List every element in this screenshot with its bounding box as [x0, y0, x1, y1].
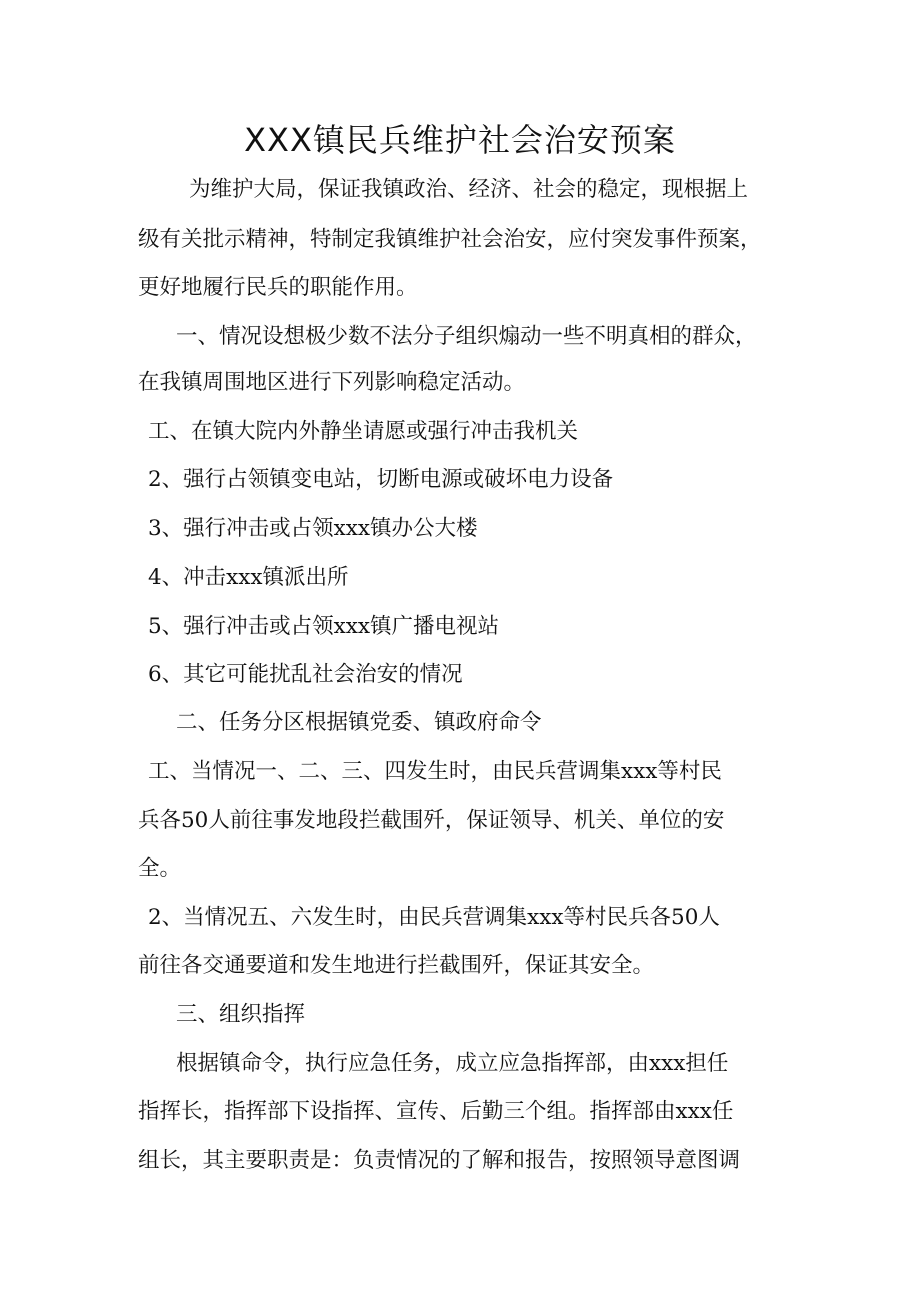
section-heading-3: 三、组织指挥 [176, 1002, 306, 1027]
document-title: XXX镇民兵维护社会治安预案 [244, 121, 676, 159]
list-item: 2、强行占领镇变电站，切断电源或破坏电力设备 [148, 467, 614, 492]
paragraph-line: 前往各交通要道和发生地进行拦截围歼，保证其安全。 [138, 953, 655, 978]
list-item: 5、强行冲击或占领xxx镇广播电视站 [148, 614, 500, 639]
list-item: 6、其它可能扰乱社会治安的情况 [148, 662, 463, 687]
paragraph-line: 兵各50人前往事发地段拦截围歼，保证领导、机关、单位的安 [138, 808, 725, 833]
list-item: 工、当情况一、二、三、四发生时，由民兵营调集xxx等村民 [148, 759, 722, 784]
paragraph-line: 指挥长，指挥部下设指挥、宣传、后勤三个组。指挥部由xxx任 [138, 1099, 734, 1124]
list-item: 2、当情况五、六发生时，由民兵营调集xxx等村民兵各50人 [148, 905, 720, 930]
list-item: 3、强行冲击或占领xxx镇办公大楼 [148, 516, 478, 541]
paragraph-line: 在我镇周围地区进行下列影响稳定活动。 [138, 370, 526, 395]
paragraph-line: 级有关批示精神，特制定我镇维护社会治安，应付突发事件预案， [138, 227, 762, 252]
paragraph-line: 更好地履行民兵的职能作用。 [138, 275, 418, 300]
paragraph-line: 全。 [138, 856, 182, 881]
section-heading-2: 二、任务分区根据镇党委、镇政府命令 [176, 710, 542, 735]
paragraph-line: 为维护大局，保证我镇政治、经济、社会的稳定，现根据上 [189, 177, 749, 202]
list-item: 4、冲击xxx镇派出所 [148, 565, 349, 590]
paragraph-line: 根据镇命令，执行应急任务，成立应急指挥部，由xxx担任 [176, 1051, 729, 1076]
list-item: 工、在镇大院内外静坐请愿或强行冲击我机关 [148, 419, 579, 444]
section-heading-1: 一、情况设想极少数不法分子组织煽动一些不明真相的群众， [176, 324, 757, 349]
paragraph-line: 组长，其主要职责是：负责情况的了解和报告，按照领导意图调 [138, 1148, 741, 1173]
